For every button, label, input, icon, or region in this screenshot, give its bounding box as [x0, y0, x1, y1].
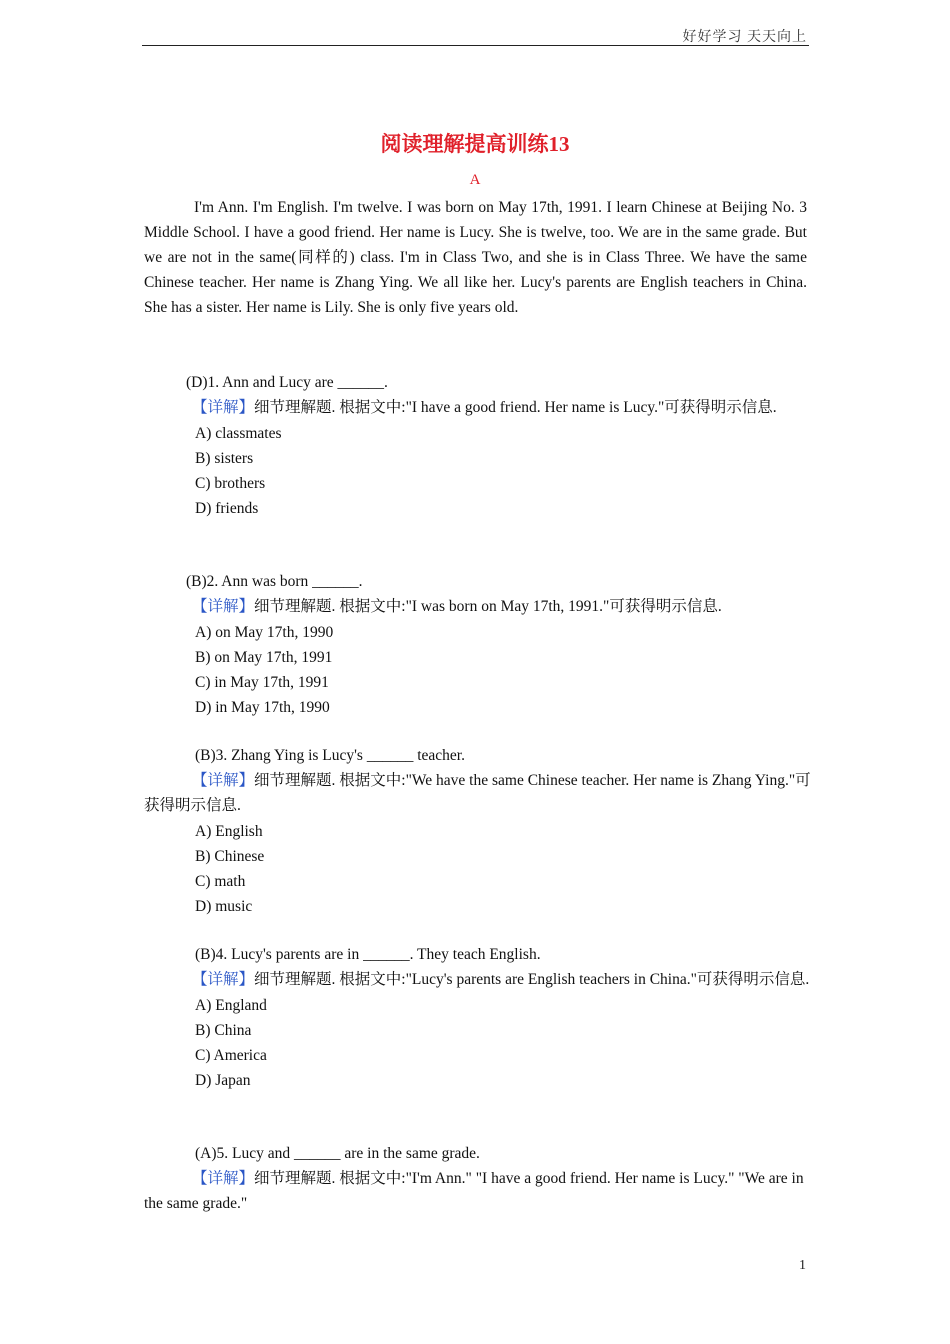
option-c: C) in May 17th, 1991 [195, 674, 329, 691]
question-3 [144, 743, 814, 919]
question-stem: (B)3. Zhang Ying is Lucy's ______ teacher. [195, 747, 465, 764]
detail-tag: 【详解】 [192, 1170, 255, 1187]
page-number: 1 [799, 1258, 806, 1273]
question-stem: (A)5. Lucy and ______ are in the same grade. [195, 1145, 480, 1162]
question-detail [144, 395, 814, 420]
detail-text: 细节理解题. 根据文中:"I'm Ann." "I have a good friend. Her name is Lucy." "We are in the same grade." [144, 1170, 804, 1212]
option-b: B) on May 17th, 1991 [195, 649, 333, 666]
page-title: 阅读理解提高训练13 [380, 132, 570, 156]
option-list [144, 819, 814, 919]
detail-text: 细节理解题. 根据文中:"I was born on May 17th, 1991."可获得明示信息. [254, 598, 722, 615]
question-2 [144, 569, 814, 720]
option-a: A) English [195, 823, 263, 840]
option-b: B) China [195, 1022, 252, 1039]
detail-tag: 【详解】 [192, 971, 255, 988]
detail-tag: 【详解】 [192, 399, 255, 416]
question-detail [144, 768, 814, 818]
question-5 [144, 1141, 814, 1216]
option-c: C) math [195, 873, 246, 890]
question-detail [144, 967, 814, 992]
detail-text: 细节理解题. 根据文中:"We have the same Chinese teacher. Her name is Zhang Ying."可获得明示信息. [144, 772, 811, 814]
question-detail [144, 1166, 814, 1216]
question-stem: (B)2. Ann was born ______. [186, 573, 363, 590]
option-a: A) England [195, 997, 267, 1014]
option-list [144, 993, 814, 1093]
detail-tag: 【详解】 [192, 772, 255, 789]
option-list [144, 421, 814, 521]
section-label: A [469, 172, 481, 188]
reading-passage: I'm Ann. I'm English. I'm twelve. I was born on May 17th, 1991. I learn Chinese at Beijing No. 3 Middle School. I have a good friend. Her name is Lucy. She is twelve, too. We are in the same grade. But we are not in the same(同样的) class. I'm in Class Two, and she is in Class Three. We have the same Chinese teacher. Her name is Zhang Ying. We all like her. Lucy's parents are English teachers in China. She has a sister. Her name is Lily. She is only five years old. [144, 199, 807, 316]
question-stem: (B)4. Lucy's parents are in ______. They teach English. [195, 946, 541, 963]
option-a: A) classmates [195, 425, 282, 442]
option-list [144, 620, 814, 720]
option-c: C) America [195, 1047, 267, 1064]
option-d: D) Japan [195, 1072, 251, 1089]
question-4 [144, 942, 814, 1093]
option-d: D) music [195, 898, 253, 915]
detail-text: 细节理解题. 根据文中:"Lucy's parents are English teachers in China."可获得明示信息. [254, 971, 810, 988]
option-d: D) in May 17th, 1990 [195, 699, 330, 716]
header-rule [142, 45, 809, 46]
detail-tag: 【详解】 [192, 598, 255, 615]
option-b: B) sisters [195, 450, 254, 467]
question-stem: (D)1. Ann and Lucy are ______. [186, 374, 388, 391]
question-detail [144, 594, 814, 619]
option-d: D) friends [195, 500, 259, 517]
question-1 [144, 370, 814, 521]
option-a: A) on May 17th, 1990 [195, 624, 334, 641]
detail-text: 细节理解题. 根据文中:"I have a good friend. Her name is Lucy."可获得明示信息. [254, 399, 777, 416]
option-b: B) Chinese [195, 848, 265, 865]
header-text: 好好学习 天天向上 [682, 30, 807, 45]
option-c: C) brothers [195, 475, 266, 492]
